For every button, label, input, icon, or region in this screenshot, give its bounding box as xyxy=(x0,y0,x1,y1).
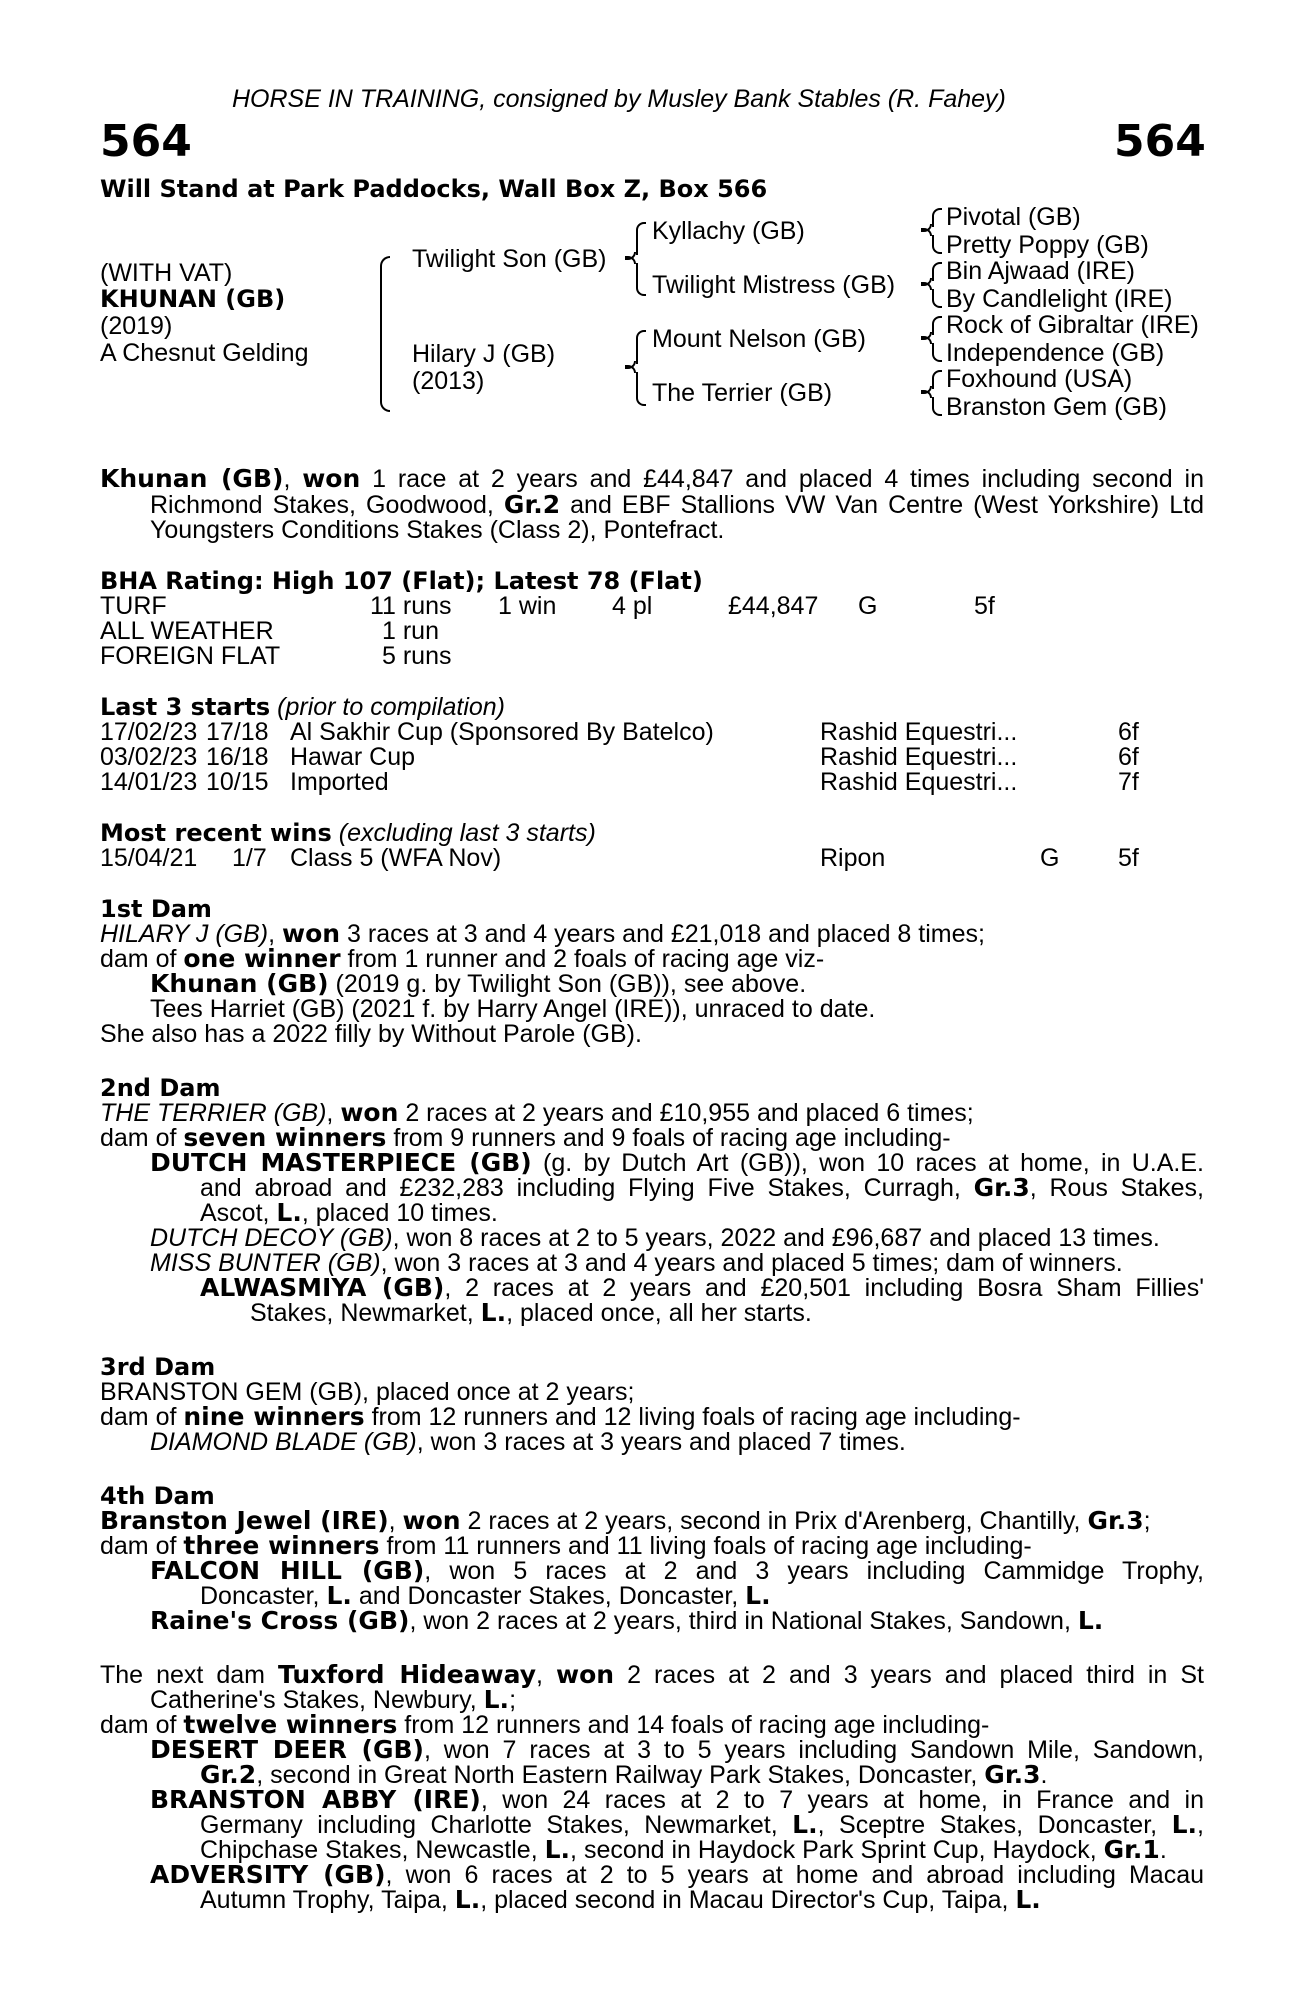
dam4-line-1: Branston Jewel (IRE), won 2 races at 2 years, second in Prix d'Arenberg, Chantilly, Gr.3; xyxy=(100,1506,1151,1535)
dam4-line-2: dam of three winners from 11 runners and 11 living foals of racing age including- xyxy=(100,1531,1032,1560)
recent-wins-title: Most recent wins (excluding last 3 starts) xyxy=(100,819,596,847)
horse-name: KHUNAN (GB) xyxy=(100,285,286,313)
next-dam-adversity-1: ADVERSITY (GB), won 6 races at 2 to 5 years at home and abroad including Macau xyxy=(150,1860,1205,1889)
rating-turf-prize: £44,847 xyxy=(728,592,819,620)
next-dam-line-2: Catherine's Stakes, Newbury, L.; xyxy=(150,1685,517,1714)
last3-row-3-race: Imported xyxy=(290,768,389,796)
pedigree-ggp-5: Rock of Gibraltar (IRE) xyxy=(946,311,1199,339)
last3-row-1-distance: 6f xyxy=(1118,718,1139,746)
dam3-line-2: dam of nine winners from 12 runners and 12 living foals of racing age including- xyxy=(100,1402,1021,1431)
last3-row-2-venue: Rashid Equestri... xyxy=(820,743,1018,771)
next-dam-desert-deer-2: Gr.2, second in Great North Eastern Railway Park Stakes, Doncaster, Gr.3. xyxy=(200,1760,1048,1789)
summary-won: won xyxy=(302,464,361,493)
pedigree-dam: Hilary J (GB) xyxy=(412,340,556,368)
dam1-line-3: Khunan (GB) (2019 g. by Twilight Son (GB)), see above. xyxy=(150,969,807,998)
last3-title: Last 3 starts (prior to compilation) xyxy=(100,693,506,721)
summary-horse-name: Khunan (GB) xyxy=(100,464,284,493)
dam1-heading: 1st Dam xyxy=(100,895,212,923)
recent-wins-distance: 5f xyxy=(1118,844,1139,872)
dam2-dutch-masterpiece-3: Ascot, L., placed 10 times. xyxy=(200,1198,498,1227)
last3-row-2-race: Hawar Cup xyxy=(290,743,416,771)
recent-wins-date: 15/04/21 xyxy=(100,844,198,872)
next-dam-branston-abby-2: Germany including Charlotte Stakes, Newmarket, L., Sceptre Stakes, Doncaster, L., xyxy=(200,1810,1204,1839)
next-dam-branston-abby-1: BRANSTON ABBY (IRE), won 24 races at 2 to 7 years at home, in France and in xyxy=(150,1785,1204,1814)
summary-line-2: Richmond Stakes, Goodwood, Gr.2 and EBF Stallions VW Van Centre (West Yorkshire) Ltd xyxy=(150,490,1204,519)
pedigree-sire-sire: Kyllachy (GB) xyxy=(652,217,805,245)
next-dam-desert-deer-1: DESERT DEER (GB), won 7 races at 3 to 5 years including Sandown Mile, Sandown, xyxy=(150,1735,1204,1764)
dam4-falcon-hill-1: FALCON HILL (GB), won 5 races at 2 and 3 years including Cammidge Trophy, xyxy=(150,1556,1204,1585)
dam2-dutch-masterpiece-1: DUTCH MASTERPIECE (GB) (g. by Dutch Art (GB)), won 10 races at home, in U.A.E. xyxy=(150,1148,1204,1177)
last3-row-1-venue: Rashid Equestri... xyxy=(820,718,1018,746)
rating-aw-surface: ALL WEATHER xyxy=(100,617,274,645)
pedigree-sire: Twilight Son (GB) xyxy=(412,245,607,273)
dam2-heading: 2nd Dam xyxy=(100,1074,221,1102)
rating-turf-distance: 5f xyxy=(974,592,995,620)
dam1-line-4: Tees Harriet (GB) (2021 f. by Harry Angel (IRE)), unraced to date. xyxy=(150,995,876,1023)
lot-number-left: 564 xyxy=(100,116,192,167)
last3-row-3-date: 14/01/23 xyxy=(100,768,198,796)
last3-row-1-position: 17/18 xyxy=(206,718,269,746)
rating-aw-runs: 1 run xyxy=(382,617,439,645)
rating-turf-going: G xyxy=(858,592,878,620)
pedigree-bracket-main xyxy=(380,256,390,412)
last3-row-1-date: 17/02/23 xyxy=(100,718,198,746)
rating-foreign-runs: 5 runs xyxy=(382,642,452,670)
rating-turf-surface: TURF xyxy=(100,592,167,620)
horse-year: (2019) xyxy=(100,312,173,340)
dam2-line-2: dam of seven winners from 9 runners and 9 foals of racing age including- xyxy=(100,1123,951,1152)
last3-row-2-date: 03/02/23 xyxy=(100,743,198,771)
next-dam-line-1: The next dam Tuxford Hideaway, won 2 races at 2 and 3 years and placed third in St xyxy=(100,1660,1204,1689)
summary-line-1: Khunan (GB), won 1 race at 2 years and £44,847 and placed 4 times including second in xyxy=(100,464,1204,493)
pedigree-dam-year: (2013) xyxy=(412,367,485,395)
last3-row-1-race: Al Sakhir Cup (Sponsored By Batelco) xyxy=(290,718,714,746)
recent-wins-venue: Ripon xyxy=(820,844,886,872)
consignment-line: HORSE IN TRAINING, consigned by Musley Bank Stables (R. Fahey) xyxy=(232,85,1006,113)
dam3-diamond-blade: DIAMOND BLADE (GB), won 3 races at 3 years and placed 7 times. xyxy=(150,1428,906,1456)
dam4-heading: 4th Dam xyxy=(100,1482,215,1510)
dam4-raines-cross: Raine's Cross (GB), won 2 races at 2 years, third in National Stakes, Sandown, L. xyxy=(150,1606,1104,1635)
lot-number-right: 564 xyxy=(1114,116,1206,167)
dam2-miss-bunter: MISS BUNTER (GB), won 3 races at 3 and 4 years and placed 5 times; dam of winners. xyxy=(150,1249,1123,1277)
rating-turf-runs: 11 runs xyxy=(370,592,452,620)
next-dam-branston-abby-3: Chipchase Stakes, Newcastle, L., second in Haydock Park Sprint Cup, Haydock, Gr.1. xyxy=(200,1835,1167,1864)
pedigree-ggp-3: Bin Ajwaad (IRE) xyxy=(946,257,1135,285)
pedigree-ggp-7: Foxhound (USA) xyxy=(946,365,1133,393)
last3-row-3-position: 10/15 xyxy=(206,768,269,796)
pedigree-ggp-4: By Candlelight (IRE) xyxy=(946,285,1173,313)
dam3-line-1: BRANSTON GEM (GB), placed once at 2 years; xyxy=(100,1378,635,1406)
dam2-line-1: THE TERRIER (GB), won 2 races at 2 years and £10,955 and placed 6 times; xyxy=(100,1098,974,1127)
dam2-alwasmiya-1: ALWASMIYA (GB), 2 races at 2 years and £20,501 including Bosra Sham Fillies' xyxy=(200,1273,1204,1302)
rating-turf-wins: 1 win xyxy=(498,592,557,620)
rating-foreign-surface: FOREIGN FLAT xyxy=(100,642,281,670)
last3-row-3-venue: Rashid Equestri... xyxy=(820,768,1018,796)
dam1-line-1: HILARY J (GB), won 3 races at 3 and 4 years and £21,018 and placed 8 times; xyxy=(100,919,985,948)
dam2-alwasmiya-2: Stakes, Newmarket, L., placed once, all her starts. xyxy=(250,1298,812,1327)
next-dam-adversity-2: Autumn Trophy, Taipa, L., placed second in Macau Director's Cup, Taipa, L. xyxy=(200,1885,1041,1914)
next-dam-line-3: dam of twelve winners from 12 runners and 14 foals of racing age including- xyxy=(100,1710,990,1739)
dam2-dutch-masterpiece-2: and abroad and £232,283 including Flying Five Stakes, Curragh, Gr.3, Rous Stakes, xyxy=(200,1173,1204,1202)
rating-turf-placed: 4 pl xyxy=(612,592,653,620)
dam4-falcon-hill-2: Doncaster, L. and Doncaster Stakes, Doncaster, L. xyxy=(200,1581,771,1610)
last3-row-2-distance: 6f xyxy=(1118,743,1139,771)
dam2-dutch-decoy: DUTCH DECOY (GB), won 8 races at 2 to 5 years, 2022 and £96,687 and placed 13 times. xyxy=(150,1224,1160,1252)
vat-label: (WITH VAT) xyxy=(100,259,233,287)
recent-wins-race: Class 5 (WFA Nov) xyxy=(290,844,502,872)
dam3-heading: 3rd Dam xyxy=(100,1353,216,1381)
stand-location: Will Stand at Park Paddocks, Wall Box Z, Box 566 xyxy=(100,175,768,203)
pedigree-ggp-1: Pivotal (GB) xyxy=(946,203,1081,231)
last3-row-3-distance: 7f xyxy=(1118,768,1139,796)
recent-wins-going: G xyxy=(1040,844,1060,872)
pedigree-ggp-6: Independence (GB) xyxy=(946,339,1165,367)
dam1-line-2: dam of one winner from 1 runner and 2 foals of racing age viz- xyxy=(100,944,825,973)
dam1-line-5: She also has a 2022 filly by Without Parole (GB). xyxy=(100,1020,642,1048)
pedigree-ggp-8: Branston Gem (GB) xyxy=(946,393,1167,421)
pedigree-dam-sire: Mount Nelson (GB) xyxy=(652,325,866,353)
pedigree-sire-dam: Twilight Mistress (GB) xyxy=(652,271,896,299)
pedigree-ggp-2: Pretty Poppy (GB) xyxy=(946,231,1149,259)
last3-row-2-position: 16/18 xyxy=(206,743,269,771)
pedigree-dam-dam: The Terrier (GB) xyxy=(652,379,833,407)
rating-title: BHA Rating: High 107 (Flat); Latest 78 (Flat) xyxy=(100,567,703,595)
horse-description: A Chesnut Gelding xyxy=(100,339,309,367)
summary-line-3: Youngsters Conditions Stakes (Class 2), Pontefract. xyxy=(150,516,725,544)
recent-wins-position: 1/7 xyxy=(232,844,267,872)
